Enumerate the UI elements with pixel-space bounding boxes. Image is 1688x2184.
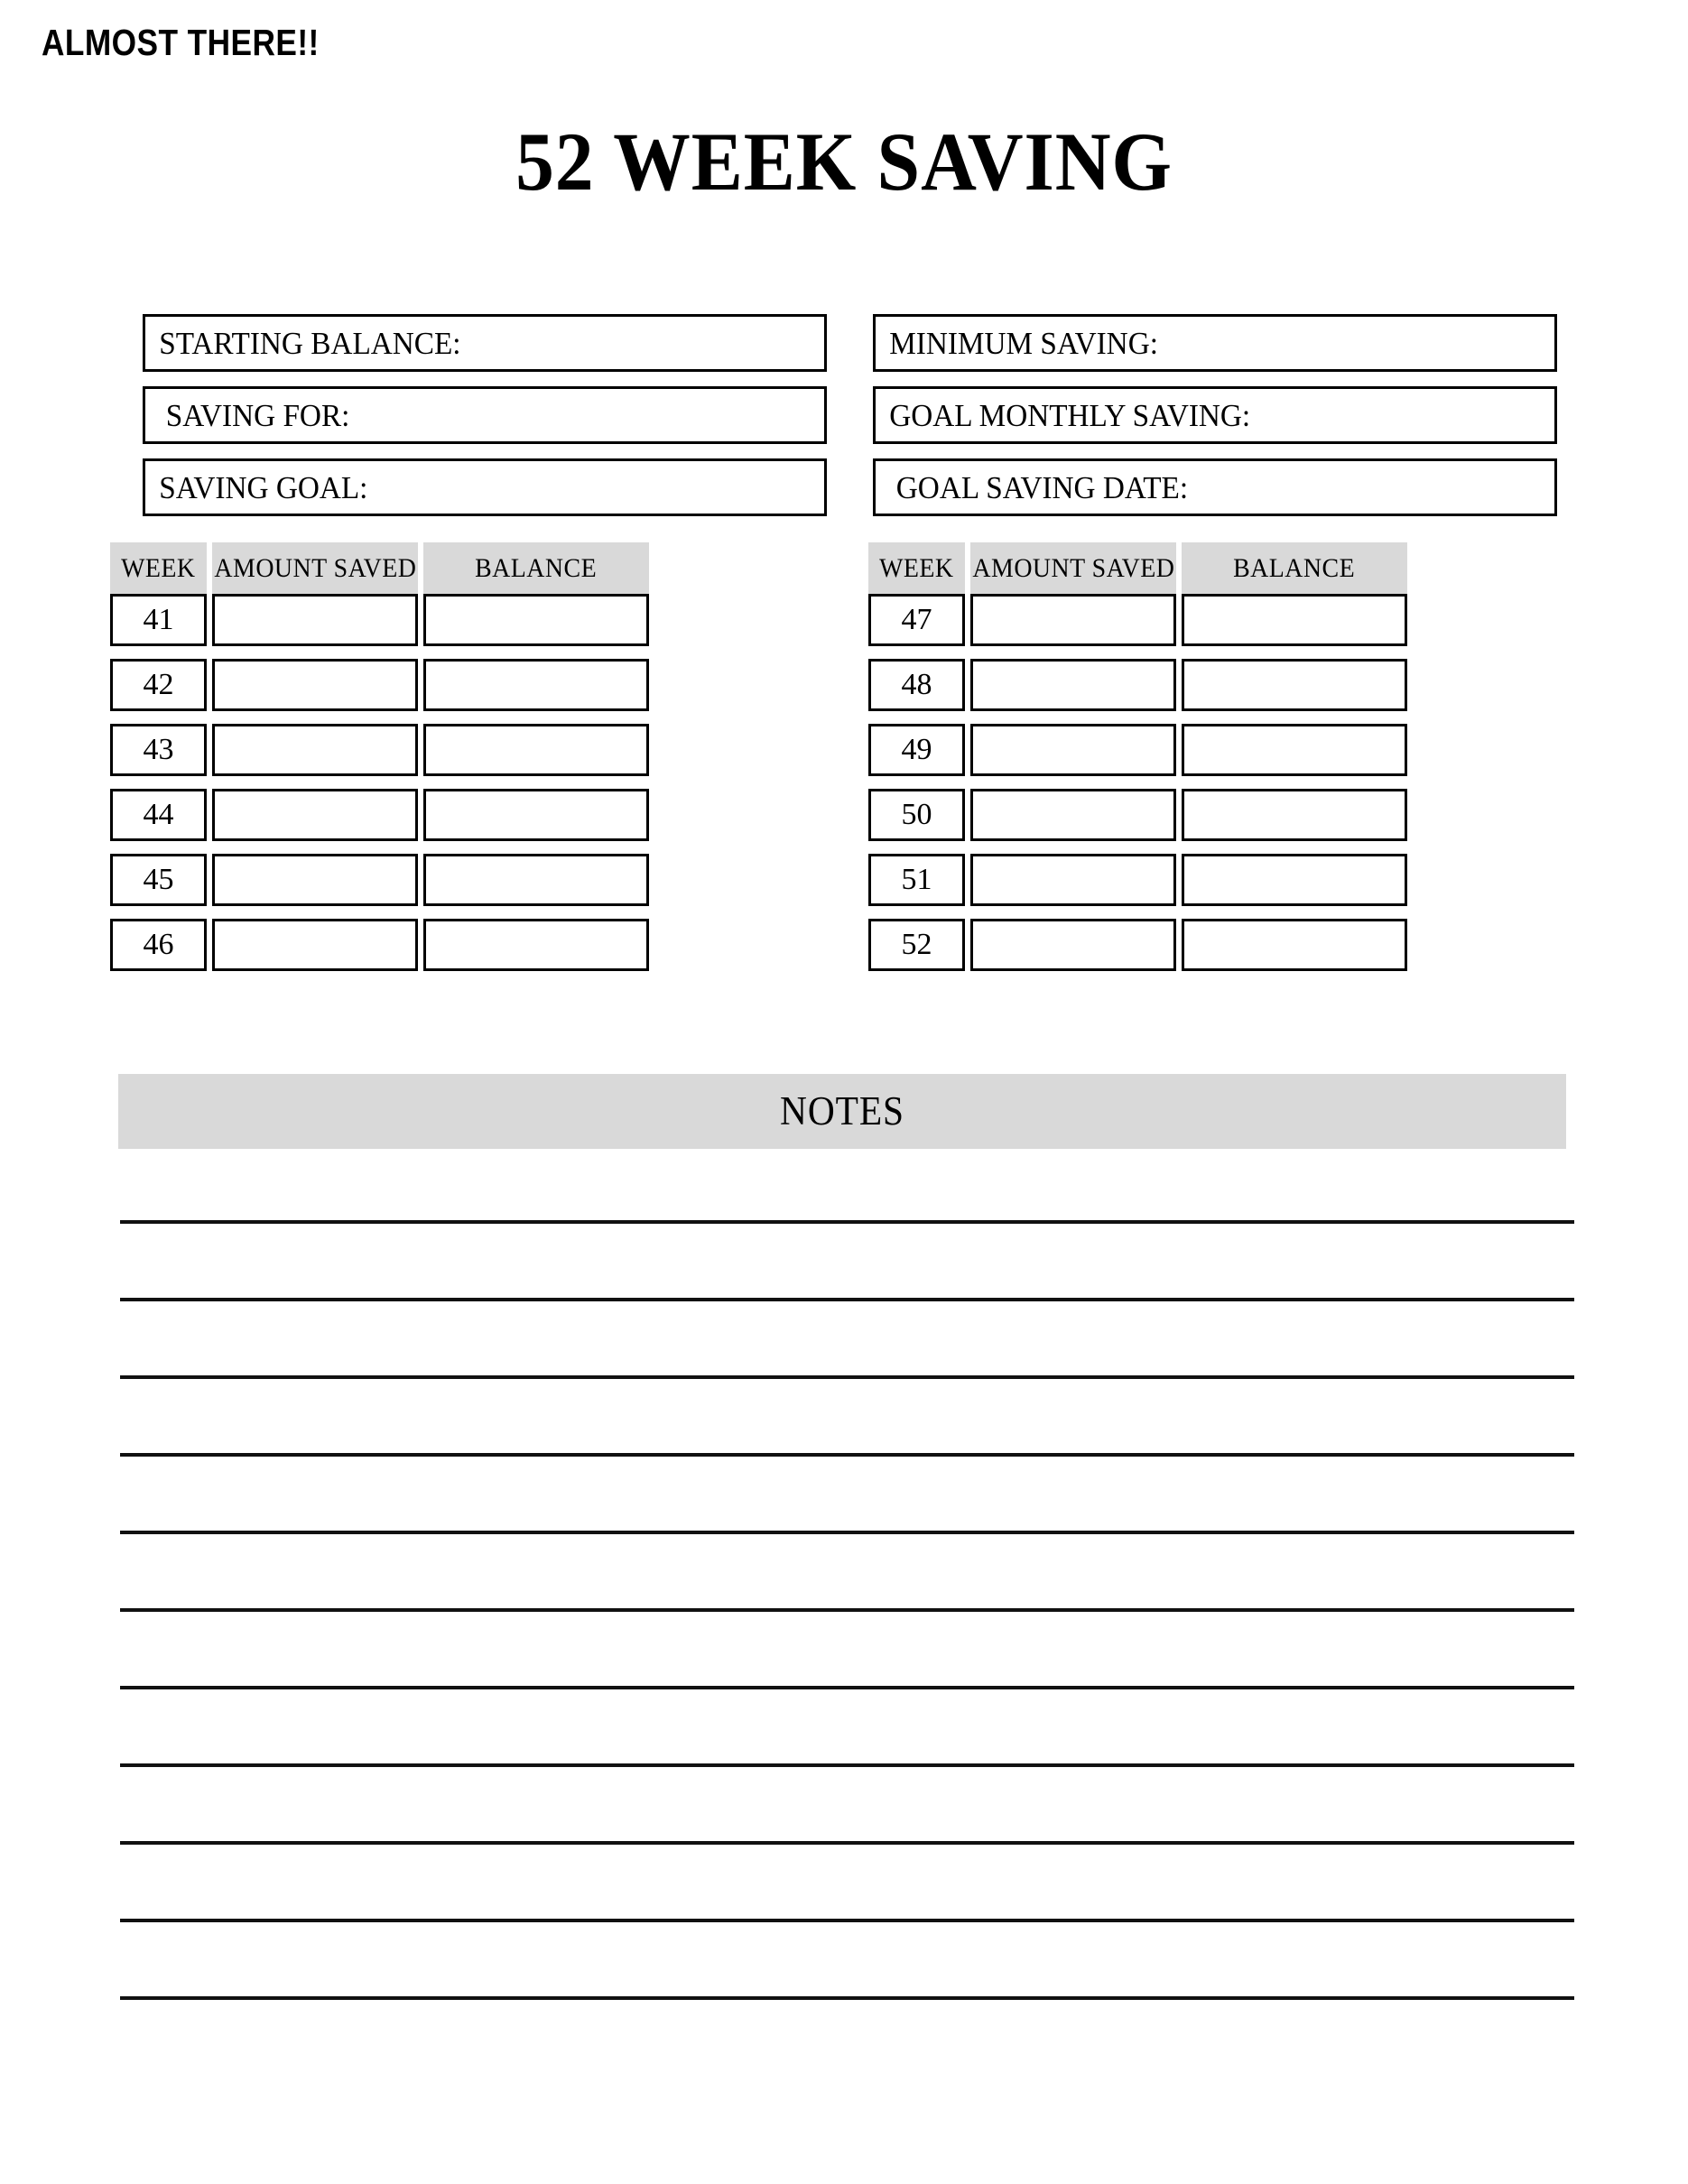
header-week <box>110 542 207 594</box>
note-line[interactable] <box>120 1453 1574 1457</box>
goal-saving-date-label: GOAL SAVING DATE: <box>895 469 1189 505</box>
balance-input[interactable] <box>423 659 649 711</box>
info-fields-left-column <box>143 314 827 516</box>
note-line[interactable] <box>120 1841 1574 1845</box>
table-row <box>110 854 824 906</box>
balance-input[interactable] <box>423 919 649 971</box>
week-table-left <box>110 542 824 971</box>
table-row <box>868 854 1582 906</box>
header-amount-saved <box>212 542 418 594</box>
header-amount-saved-label: AMOUNT SAVED <box>972 552 1174 583</box>
note-line[interactable] <box>120 1608 1574 1612</box>
amount-saved-input[interactable] <box>212 724 418 776</box>
header-week-label: WEEK <box>879 552 954 583</box>
note-line[interactable] <box>120 1375 1574 1379</box>
amount-saved-input[interactable] <box>970 594 1176 646</box>
balance-input[interactable] <box>423 724 649 776</box>
week-number-cell: 51 <box>868 854 965 906</box>
week-number-cell: 43 <box>110 724 207 776</box>
week-table-right-body <box>868 594 1582 971</box>
week-table-left-body <box>110 594 824 971</box>
note-line[interactable] <box>120 1919 1574 1922</box>
balance-input[interactable] <box>1182 659 1407 711</box>
goal-monthly-saving-label: GOAL MONTHLY SAVING: <box>889 397 1251 433</box>
week-number-cell: 47 <box>868 594 965 646</box>
balance-input[interactable] <box>1182 594 1407 646</box>
table-row <box>868 919 1582 971</box>
info-fields-right-column <box>873 314 1557 516</box>
notes-section-header <box>118 1074 1566 1149</box>
week-number-cell: 45 <box>110 854 207 906</box>
amount-saved-input[interactable] <box>970 854 1176 906</box>
balance-input[interactable] <box>423 789 649 841</box>
note-line[interactable] <box>120 1220 1574 1224</box>
saving-goal-label: SAVING GOAL: <box>159 469 368 505</box>
week-number-cell: 41 <box>110 594 207 646</box>
note-line[interactable] <box>120 1298 1574 1301</box>
week-number-cell: 44 <box>110 789 207 841</box>
amount-saved-input[interactable] <box>970 659 1176 711</box>
saving-for-label: SAVING FOR: <box>165 397 350 433</box>
week-table-right-header-row <box>868 542 1582 594</box>
week-number-cell: 50 <box>868 789 965 841</box>
header-balance <box>1182 542 1407 594</box>
amount-saved-input[interactable] <box>970 919 1176 971</box>
amount-saved-input[interactable] <box>212 594 418 646</box>
week-number-cell: 49 <box>868 724 965 776</box>
table-row <box>868 724 1582 776</box>
amount-saved-input[interactable] <box>212 659 418 711</box>
table-row <box>110 724 824 776</box>
starting-balance-field[interactable] <box>143 314 827 372</box>
week-number-cell: 52 <box>868 919 965 971</box>
table-row <box>110 594 824 646</box>
table-row <box>868 659 1582 711</box>
note-line[interactable] <box>120 1763 1574 1767</box>
notes-title: NOTES <box>780 1088 904 1134</box>
header-balance-label: BALANCE <box>1233 552 1356 583</box>
saving-goal-field[interactable] <box>143 458 827 516</box>
info-fields-section <box>143 314 1557 518</box>
page-title: 52 WEEK SAVING <box>515 116 1173 208</box>
table-row <box>110 789 824 841</box>
table-row <box>110 919 824 971</box>
goal-monthly-saving-field[interactable] <box>873 386 1557 444</box>
balance-input[interactable] <box>1182 854 1407 906</box>
header-balance-label: BALANCE <box>475 552 598 583</box>
week-number-cell: 42 <box>110 659 207 711</box>
note-line[interactable] <box>120 1996 1574 2000</box>
header-balance <box>423 542 649 594</box>
header-week <box>868 542 965 594</box>
note-line[interactable] <box>120 1531 1574 1534</box>
amount-saved-input[interactable] <box>212 919 418 971</box>
week-table-left-header-row <box>110 542 824 594</box>
note-line[interactable] <box>120 1686 1574 1689</box>
almost-there-tag: ALMOST THERE!! <box>42 22 320 63</box>
header-amount-saved-label: AMOUNT SAVED <box>214 552 416 583</box>
amount-saved-input[interactable] <box>212 854 418 906</box>
amount-saved-input[interactable] <box>970 724 1176 776</box>
minimum-saving-label: MINIMUM SAVING: <box>889 325 1158 361</box>
balance-input[interactable] <box>1182 919 1407 971</box>
table-row <box>110 659 824 711</box>
week-number-cell: 46 <box>110 919 207 971</box>
starting-balance-label: STARTING BALANCE: <box>159 325 461 361</box>
amount-saved-input[interactable] <box>970 789 1176 841</box>
table-row <box>868 594 1582 646</box>
header-amount-saved <box>970 542 1176 594</box>
balance-input[interactable] <box>1182 724 1407 776</box>
goal-saving-date-field[interactable] <box>873 458 1557 516</box>
notes-writing-area[interactable] <box>120 1220 1574 2000</box>
saving-for-field[interactable] <box>143 386 827 444</box>
amount-saved-input[interactable] <box>212 789 418 841</box>
week-table-right <box>868 542 1582 971</box>
balance-input[interactable] <box>423 854 649 906</box>
balance-input[interactable] <box>1182 789 1407 841</box>
week-number-cell: 48 <box>868 659 965 711</box>
header-week-label: WEEK <box>121 552 196 583</box>
table-row <box>868 789 1582 841</box>
minimum-saving-field[interactable] <box>873 314 1557 372</box>
balance-input[interactable] <box>423 594 649 646</box>
